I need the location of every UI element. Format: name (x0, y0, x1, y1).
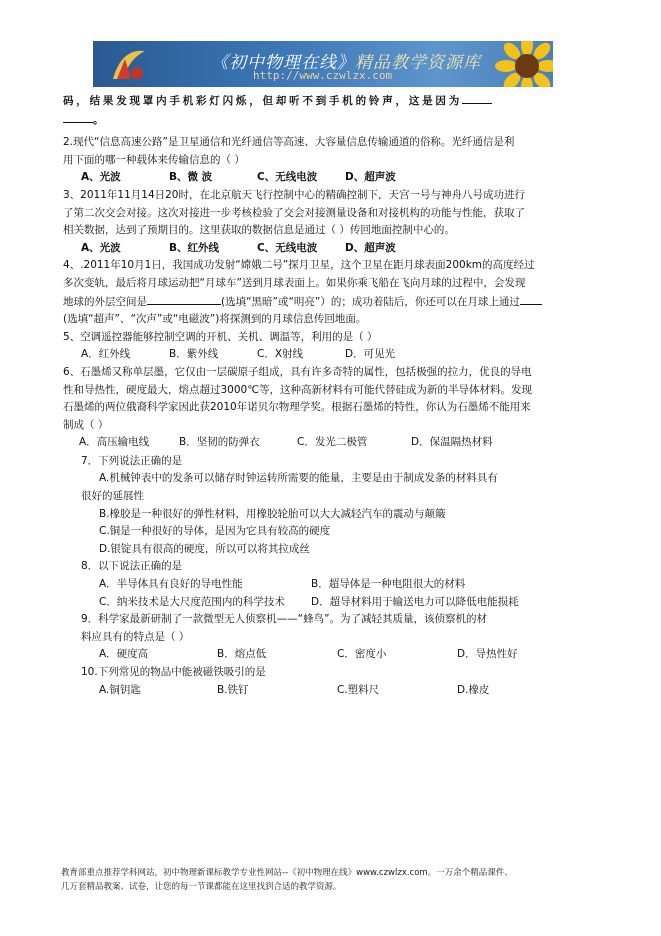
q9-options (63, 646, 603, 664)
q7-line1: 7．下列说法正确的是 (81, 454, 183, 467)
q10-line1: 10.下列常见的物品中能被磁铁吸引的是 (81, 666, 266, 678)
q6-line2: 性和导热性，硬度最大，熔点超过3000℃等，这种高新材料有可能代替硅成为新的半导体材料。发现 (63, 383, 533, 396)
q6-line3: 石墨烯的两位俄裔科学家因此获2010年诺贝尔物理学奖。根据石墨烯的特性，你认为石墨烯不能用来 (63, 401, 531, 414)
q2-option-a[interactable]: A、光波 (81, 171, 121, 184)
q8-options-cd (63, 594, 603, 612)
q9-line1: 9．科学家最新研制了一款微型无人侦察机——“蜂鸟”。为了减轻其质量，该侦察机的材 (81, 613, 488, 626)
q1-line2: 。 (93, 113, 107, 126)
q5-options (63, 346, 603, 364)
q3-option-a[interactable]: A、光波 (81, 241, 121, 254)
q10-option-b[interactable]: B.铁钉 (217, 683, 249, 696)
banner-url: http://www.czwlzx.com (253, 69, 393, 82)
q1-answer-blank[interactable] (462, 92, 492, 104)
banner-title-site: 《初中物理在线》 (211, 53, 355, 73)
q7-option-a[interactable]: A.机械钟表中的发条可以储存时钟运转所需要的能量，主要是由于制成发条的材料具有 (99, 472, 498, 485)
q8-option-c[interactable]: C．纳米技术是大尺度范围内的科学技术 (99, 595, 285, 608)
q3-line1: 3、2011年11月14日20时，在北京航天飞行控制中心的精确控制下，天宫一号与神舟八号成功进行 (63, 188, 525, 201)
q2-options (63, 169, 603, 187)
footer-line2: 几万套精品教案、试卷，让您的每一节课都能在这里找到合适的教学资源。 (61, 882, 342, 892)
q10-options (63, 682, 603, 700)
q4-blank-1[interactable] (147, 293, 221, 305)
q3-option-c[interactable]: C、无线电波 (257, 241, 318, 254)
q5-option-a[interactable]: A．红外线 (81, 348, 131, 361)
q4-line2: 多次变轨，最后将月球运动把“月球车”送到月球表面上。如果你乘飞船在飞向月球的过程中，会发现 (63, 276, 526, 289)
q6-line1: 6、石墨烯又称单层墨，它仅由一层碳原子组成，具有许多奇特的属性，包括极强的拉力，优良的导电 (63, 365, 532, 378)
q8-options-ab (63, 576, 603, 594)
q1-line1: 码，结果发现罩内手机彩灯闪烁，但却听不到手机的铃声，这是因为 (63, 95, 462, 107)
question-content (63, 92, 603, 699)
q9-option-d[interactable]: D．导热性好 (457, 648, 518, 661)
header-banner (93, 41, 553, 87)
footer-line1: 教育部重点推荐学科网站，初中物理新课标教学专业性网站--《初中物理在线》www.czwlzx.com。一万余个精品课件、 (61, 868, 513, 878)
q3-line3: 相关数据，达到了预期目的。这里获取的数据信息是通过（ ）传回地面控制中心的。 (63, 224, 455, 237)
q9-line2: 料应具有的特点是（ ） (81, 630, 190, 643)
q2-option-b[interactable]: B、微 波 (169, 171, 213, 184)
q7-option-b[interactable]: B.橡胶是一种很好的弹性材料，用橡胶轮胎可以大大减轻汽车的震动与颠簸 (99, 507, 446, 520)
q4-line1: 4、.2011年10月1日，我国成功发射“嫦娥二号”探月卫星，这个卫星在距月球表面200km的高度经过 (63, 259, 535, 272)
q10-option-c[interactable]: C.塑料尺 (337, 683, 380, 696)
banner-title-library: 精品教学资源库 (355, 53, 481, 73)
q6-option-c[interactable]: C．发光二极管 (297, 436, 368, 449)
q8-line1: 8．以下说法正确的是 (81, 560, 183, 573)
q3-line2: 了第二次交会对接。这次对接进一步考核检验了交会对接测量设备和对接机构的功能与性能，获取了 (63, 206, 525, 219)
sunflower-icon (489, 41, 553, 87)
page-footer (61, 866, 621, 894)
q4-line3a: 地球的外层空间是 (63, 295, 147, 308)
logo-icon (109, 45, 149, 83)
q7-option-a-cont: 很好的延展性 (81, 490, 144, 503)
q10-option-d[interactable]: D.橡皮 (457, 683, 490, 696)
question-1 (63, 92, 603, 111)
q9-option-c[interactable]: C．密度小 (337, 648, 387, 661)
q9-option-a[interactable]: A．硬度高 (99, 648, 149, 661)
q6-line4: 制成（ ） (63, 418, 109, 431)
q2-option-c[interactable]: C、无线电波 (257, 171, 318, 184)
q2-line2: 用下面的哪一种载体来传输信息的（ ） (63, 153, 245, 166)
q8-option-b[interactable]: B．超导体是一种电阻很大的材料 (311, 578, 466, 591)
q5-option-b[interactable]: B．紫外线 (169, 348, 219, 361)
q1-answer-blank-cont[interactable] (63, 111, 93, 123)
q6-option-b[interactable]: B．坚韧的防弹衣 (179, 436, 260, 449)
q4-line3 (63, 293, 603, 312)
q8-option-d[interactable]: D．超导材料用于输送电力可以降低电能损耗 (311, 595, 519, 608)
q10-option-a[interactable]: A.铜钥匙 (99, 683, 141, 696)
q8-option-a[interactable]: A．半导体具有良好的导电性能 (99, 578, 243, 591)
q6-option-d[interactable]: D．保温隔热材料 (411, 436, 493, 449)
q6-option-a[interactable]: A．高压输电线 (79, 436, 150, 449)
q9-option-b[interactable]: B．熔点低 (217, 648, 267, 661)
q5-option-d[interactable]: D．可见光 (345, 348, 396, 361)
q4-line3b: (选填“黑暗”或“明亮”）的；成功着陆后，你还可以在月球上通过 (221, 295, 520, 308)
q7-option-c[interactable]: C.铜是一种很好的导体，是因为它具有较高的硬度 (99, 525, 331, 538)
q7-option-d[interactable]: D.银锭具有很高的硬度，所以可以将其拉成丝 (99, 542, 310, 555)
q2-option-d[interactable]: D、超声波 (345, 171, 396, 184)
question-1-end (63, 111, 603, 130)
q6-options (63, 434, 603, 452)
q3-option-b[interactable]: B、红外线 (169, 241, 220, 254)
q4-line4: (选填“超声”、“次声”或“电磁波”)将探测到的月球信息传回地面。 (63, 313, 367, 326)
q2-line1: 2.现代“信息高速公路”是卫星通信和光纤通信等高速、大容量信息传输通道的俗称。光纤通信是利 (63, 136, 515, 149)
q3-options (63, 240, 603, 258)
q5-line1: 5、空调遥控器能够控制空调的开机、关机、调温等，利用的是（ ） (63, 330, 378, 343)
question-2 (63, 134, 603, 152)
q4-blank-2[interactable] (520, 293, 542, 305)
q5-option-c[interactable]: C．X射线 (257, 348, 304, 361)
q3-option-d[interactable]: D、超声波 (345, 241, 396, 254)
